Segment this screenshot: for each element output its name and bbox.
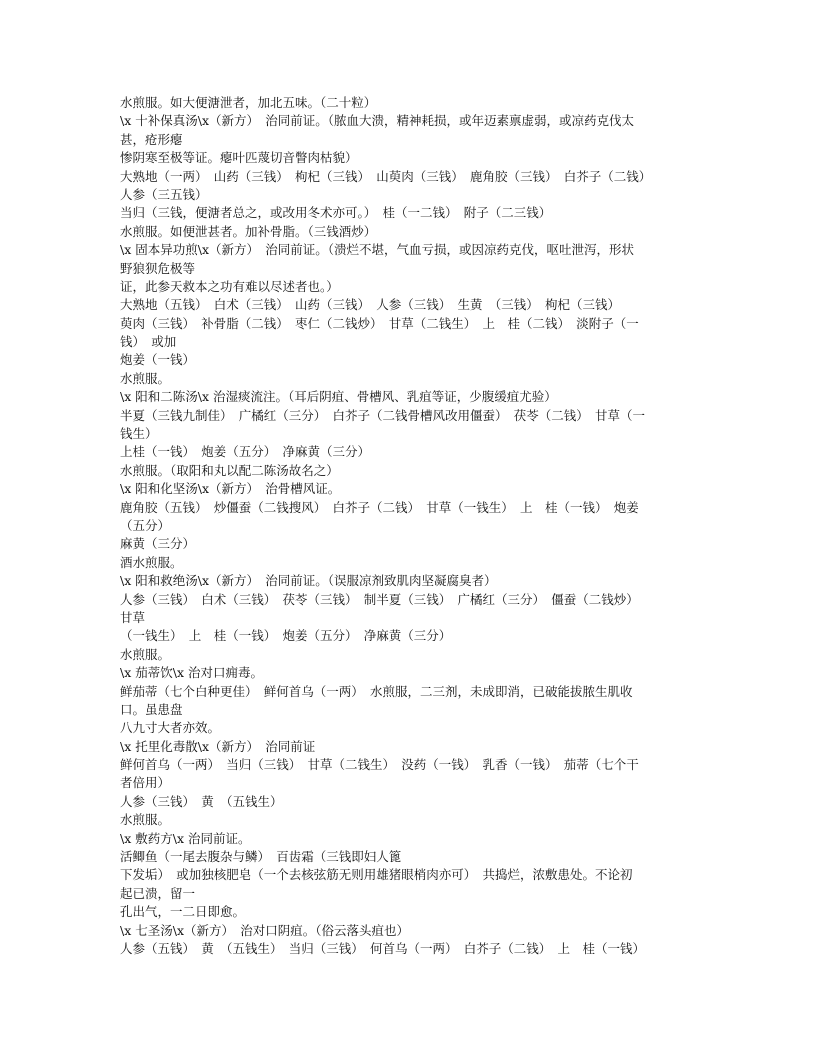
text-line: 鲜茄蒂（七个白种更佳） 鲜何首乌（一两） 水煎服，二三剂，未成即消，已破能拔脓生肌收 <box>120 683 633 699</box>
text-line: \x 阳和救绝汤\x（新方） 治同前证。（误服凉剂致肌肉坚凝腐臭者） <box>120 573 497 589</box>
text-line: 麻黄（三分） <box>120 536 196 552</box>
text-line: 钱） 或加 <box>120 334 177 350</box>
text-line: 口。虽患盘 <box>120 701 183 717</box>
text-line: 水煎服。 <box>120 646 171 662</box>
text-line: 甚，疮形瘪 <box>120 131 183 147</box>
text-line: 炮姜（一钱） <box>120 352 196 368</box>
text-line: \x 托里化毒散\x（新方） 治同前证 <box>120 738 316 754</box>
text-line: \x 七圣汤\x（新方） 治对口阴疽。（俗云落头疽也） <box>120 922 409 938</box>
text-line: 甘草 <box>120 609 146 625</box>
text-line: 证，此参天救本之功有难以尽述者也。） <box>120 278 339 294</box>
text-line: 人参（三五钱） <box>120 186 208 202</box>
text-line: 人参（五钱） 黄 （五钱生） 当归（三钱） 何首乌（一两） 白芥子（二钱） 上 桂（一钱） <box>120 940 646 956</box>
text-line: 孔出气，一二日即愈。 <box>120 904 246 920</box>
text-line: 水煎服。 <box>120 370 171 386</box>
text-line: （一钱生） 上 桂（一钱） 炮姜（五分） 净麻黄（三分） <box>120 628 452 644</box>
text-line: 者倍用） <box>120 775 171 791</box>
text-line: \x 阳和二陈汤\x 治湿痰流注。（耳后阴疽、骨槽风、乳疽等证，少腹缓疽尤验） <box>120 389 557 405</box>
text-line: 当归（三钱，便溏者总之，或改用冬术亦可。） 桂（一二钱） 附子（二三钱） <box>120 205 552 221</box>
text-line: 酒水煎服。 <box>120 554 183 570</box>
text-line: 鹿角胶（五钱） 炒僵蚕（二钱搜风） 白芥子（二钱） 甘草（一钱生） 上 桂（一钱） 炮姜 <box>120 499 639 515</box>
document-page <box>120 94 702 958</box>
text-line: \x 茄蒂饮\x 治对口痈毒。 <box>120 665 263 681</box>
text-line: 钱生） <box>120 426 158 442</box>
text-line: 人参（三钱） 白术（三钱） 茯苓（三钱） 制半夏（三钱） 广橘红（三分） 僵蚕（二钱炒） <box>120 591 639 607</box>
text-line: 大熟地（五钱） 白术（三钱） 山药（三钱） 人参（三钱） 生黄 （三钱） 枸杞（三钱） <box>120 297 621 313</box>
text-line: \x 十补保真汤\x（新方） 治同前证。（脓血大溃，精神耗损，或年迈素禀虚弱，或凉药克伐太 <box>120 113 634 129</box>
text-line: 水煎服。 <box>120 812 171 828</box>
text-line: 活鲫鱼（一尾去腹杂与鳞） 百齿霜（三钱即妇人篦 <box>120 849 402 865</box>
text-line: （五分） <box>120 517 171 533</box>
text-line: 起已溃，留一 <box>120 885 196 901</box>
text-line: 鲜何首乌（一两） 当归（三钱） 甘草（二钱生） 没药（一钱） 乳香（一钱） 茄蒂（七个干 <box>120 757 639 773</box>
text-line: 水煎服。如大便溏泄者，加北五味。（二十粒） <box>120 95 377 110</box>
text-line: 惨阴寒至极等证。瘪叶匹蔑切音瞥肉枯貌） <box>120 150 358 166</box>
text-line: \x 敷药方\x 治同前证。 <box>120 830 251 846</box>
text-line: \x 阳和化坚汤\x（新方） 治骨槽风证。 <box>120 481 341 497</box>
text-line: 野狼狈危极等 <box>120 260 196 276</box>
text-line: 大熟地（一两） 山药（三钱） 枸杞（三钱） 山萸肉（三钱） 鹿角胶（三钱） 白芥子（二钱） <box>120 168 652 184</box>
text-line: 萸肉（三钱） 补骨脂（二钱） 枣仁（二钱炒） 甘草（二钱生） 上 桂（二钱） 淡附子（一 <box>120 315 639 331</box>
text-line: 上桂（一钱） 炮姜（五分） 净麻黄（三分） <box>120 444 371 460</box>
text-line: 八九寸大者亦效。 <box>120 720 221 736</box>
text-line: 半夏（三钱九制佳） 广橘红（三分） 白芥子（二钱骨槽风改用僵蚕） 茯苓（二钱） 甘草（一 <box>120 407 646 423</box>
text-line: 水煎服。（取阳和丸以配二陈汤故名之） <box>120 462 339 478</box>
text-line: 人参（三钱） 黄 （五钱生） <box>120 793 283 809</box>
text-line: 下发垢） 或加独核肥皂（一个去核弦筋无则用雄猪眼梢肉亦可） 共捣烂，浓敷患处。不论初 <box>120 867 633 883</box>
text-line: \x 固本异功煎\x（新方） 治同前证。（溃烂不堪，气血亏损，或因凉药克伐，呕吐泄泻，形状 <box>120 242 634 258</box>
text-line: 水煎服。如便泄甚者。加补骨脂。（三钱酒炒） <box>120 223 377 239</box>
